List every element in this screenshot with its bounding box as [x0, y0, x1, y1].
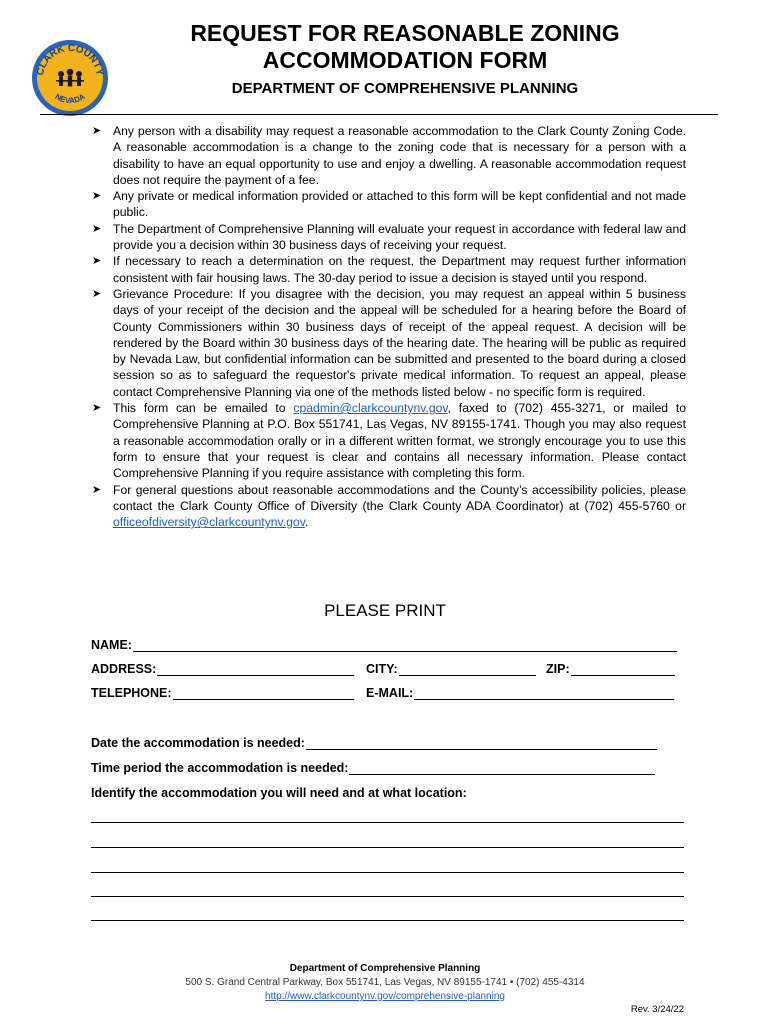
logo-text-bottom: NEVADA — [53, 91, 87, 106]
address-label: ADDRESS: — [91, 662, 157, 676]
city-label: CITY: — [366, 662, 398, 676]
identify-accommodation-field — [91, 786, 467, 800]
zip-label: ZIP: — [546, 662, 570, 676]
telephone-label: TELEPHONE: — [91, 686, 172, 700]
department-heading: DEPARTMENT OF COMPREHENSIVE PLANNING — [231, 80, 579, 97]
time-period-field[interactable] — [91, 761, 655, 775]
arrow-bullet-icon: ➤ — [92, 402, 102, 415]
zip-field[interactable] — [546, 662, 675, 676]
zip-input-line[interactable] — [571, 663, 675, 676]
footer-address: 500 S. Grand Central Parkway, Box 551741, Las Vegas, NV 89155-1741 • (702) 455-4314 — [185, 977, 585, 988]
arrow-bullet-icon: ➤ — [92, 287, 102, 300]
name-input-line[interactable] — [133, 639, 677, 652]
list-item: ➤ If necessary to reach a determination on the request, the Department may request further information consistent with fair housing laws. The 30-day period to issue a decision is stayed until you respond. — [92, 254, 686, 285]
footer-department: Department of Comprehensive Planning — [289, 963, 481, 974]
list-item: ➤ Any person with a disability may request a reasonable accommodation to the Clark County Zoning Code. A reasonable accommodation is a change to the zoning code that is necessary for a person with a disability to have an equal opportunity to use and enjoy a dwelling. A reasonable accommodation request does not require the payment of a fee. — [92, 124, 686, 187]
address-field[interactable] — [91, 662, 354, 676]
identify-accommodation-label: Identify the accommodation you will need and at what location: — [91, 786, 467, 800]
diversity-email-link[interactable]: officeofdiversity@clarkcountynv.gov — [113, 515, 305, 530]
date-needed-label: Date the accommodation is needed: — [91, 736, 305, 750]
date-needed-field[interactable] — [91, 736, 657, 750]
address-input-line[interactable] — [157, 663, 354, 676]
telephone-field[interactable] — [91, 686, 354, 700]
logo-text-top: CLARK COUNTY — [35, 42, 105, 77]
header-divider — [40, 114, 718, 116]
form-title-line1: REQUEST FOR REASONABLE ZONING — [190, 20, 620, 46]
list-item: ➤ For general questions about reasonable accommodations and the County’s accessibility policies, please contact the Clark County Office of Diversity (the Clark County ADA Coordinator) at (702) 455-5760 or officeofdiversity@clarkcountynv.gov. — [92, 482, 686, 530]
time-period-input-line[interactable] — [349, 762, 655, 775]
cpadmin-email-link[interactable]: cpadmin@clarkcountynv.gov — [293, 401, 448, 416]
email-input-line[interactable] — [414, 687, 674, 700]
form-title-line2: ACCOMMODATION FORM — [262, 47, 548, 73]
arrow-bullet-icon: ➤ — [92, 190, 102, 203]
list-item: ➤ Grievance Procedure: If you disagree with the decision, you may request an appeal within 5 business days of your receipt of the decision and the appeal will be scheduled for a hearing before the Board of County Commissioners within 30 business days of receipt of the appeal request. A decision will be rendered by the Board within 30 business days of the hearing date. The hearing will be public as required by Nevada Law, but confidential information can be submitted and presented to the board during a closed session so as to safeguard the requestor's private medical information. To request an appeal, please contact Comprehensive Planning via one of the methods listed below - no specific form is required. — [92, 286, 686, 399]
people-figures-icon — [56, 69, 84, 87]
arrow-bullet-icon: ➤ — [92, 483, 102, 496]
arrow-bullet-icon: ➤ — [92, 222, 102, 235]
footer-url-link[interactable]: http://www.clarkcountynv.gov/comprehensive-planning — [265, 991, 505, 1002]
list-item: ➤ Any private or medical information provided or attached to this form will be kept confidential and not made public. — [92, 189, 686, 220]
clark-county-logo — [30, 38, 110, 118]
accommodation-line-5[interactable] — [91, 920, 684, 922]
telephone-input-line[interactable] — [173, 687, 354, 700]
info-bullet-list — [92, 123, 686, 530]
email-field[interactable] — [366, 686, 674, 700]
arrow-bullet-icon: ➤ — [92, 255, 102, 268]
accommodation-line-4[interactable] — [91, 896, 684, 898]
please-print-heading: PLEASE PRINT — [324, 601, 446, 620]
time-period-label: Time period the accommodation is needed: — [91, 761, 349, 775]
date-needed-input-line[interactable] — [306, 737, 657, 750]
arrow-bullet-icon: ➤ — [92, 125, 102, 137]
name-field[interactable] — [91, 638, 677, 652]
name-label: NAME: — [91, 638, 132, 652]
list-item: ➤ The Department of Comprehensive Planning will evaluate your request in accordance with federal law and provide you a decision within 30 business days of receiving your request. — [92, 221, 686, 253]
city-field[interactable] — [366, 662, 536, 676]
list-item: ➤ This form can be emailed to cpadmin@clarkcountynv.gov, faxed to (702) 455-3271, or mailed to Comprehensive Planning at P.O. Box 551741, Las Vegas, NV 89155-1741. Though you may also request a reasonable accommodation orally or in a different written format, we strongly encourage you to use this form to ensure that your request is clear and contains all necessary information. Please contact Comprehensive Planning if you require assistance with completing this form. — [92, 401, 686, 481]
city-input-line[interactable] — [399, 663, 536, 676]
accommodation-line-3[interactable] — [91, 872, 684, 874]
footer-url-container — [0, 991, 770, 1002]
email-label: E-MAIL: — [366, 686, 414, 700]
accommodation-line-1[interactable] — [91, 822, 684, 824]
revision-date: Rev. 3/24/22 — [630, 1004, 684, 1015]
accommodation-line-2[interactable] — [91, 847, 684, 849]
